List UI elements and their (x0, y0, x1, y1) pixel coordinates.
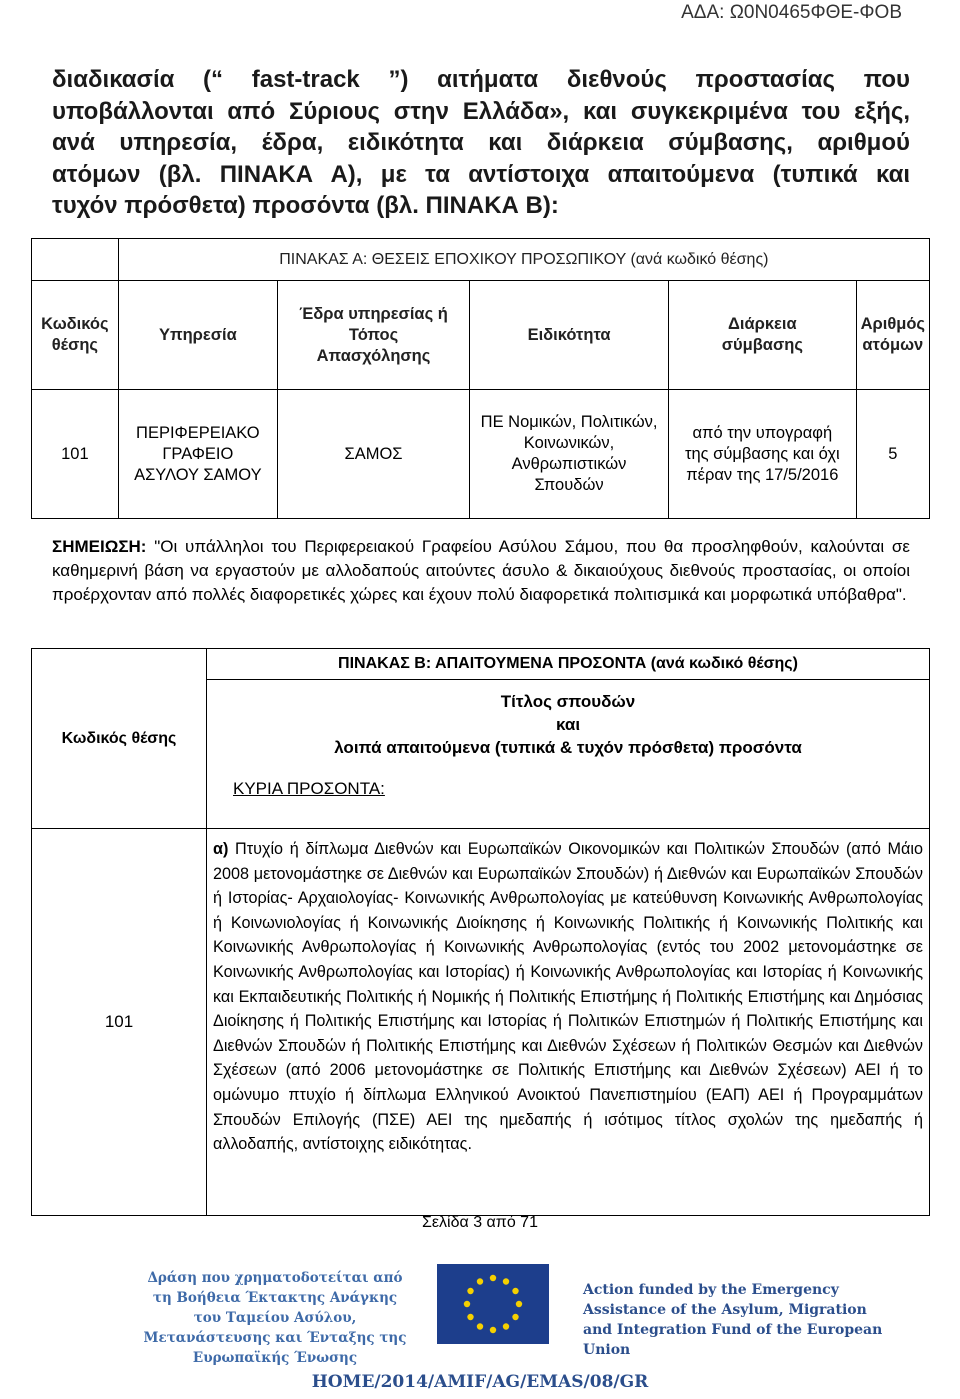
header-title (207, 680, 930, 829)
table-row (32, 829, 930, 1216)
page-number: Σελίδα 3 από 71 (422, 1214, 538, 1231)
footer-text-greek: Δράση που χρηματοδοτείται από τη Βοήθεια Έκτακτης Ανάγκης του Ταμείου Ασύλου, Μετανάστευσης και Ένταξης της Ευρωπαϊκής Ένωσης (143, 1270, 407, 1366)
intro-line: ατόμων (βλ. ΠΙΝΑΚΑ Α), με τα αντίστοιχα απαιτούμενα (τυπικά και (52, 160, 910, 188)
header-title-line: λοιπά απαιτούμενα (τυπικά & τυχόν πρόσθετα) προσόντα (334, 738, 802, 757)
table-row (32, 390, 930, 519)
item-text: Πτυχίο ή δίπλωμα Διεθνών και Ευρωπαϊκών Οικονομικών και Πολιτικών Σπουδών (από Μάιο 2008 μετονομάστηκε σε Διεθνών και Ευρωπαϊκών Σπουδών) ή Διεθνών και Ευρωπαϊκών Σπουδών ή Ιστορίας- Αρχαιολογίας- Κοινωνικής Ανθρωπολογίας με κατεύθυνση Κοινωνικής Ανθρωπολογίας ή Κοινωνιολογίας ή Κοινωνικής Διοίκησης ή Κοινωνικής Πολιτικής ή Κοινωνικής Πολιτικής και Κοινωνικής Ανθρωπολογίας ή Κοινωνικής Ανθρωπολογίας (εντός του 2002 μετονομάστηκε σε Κοινωνικής Ανθρωπολογίας και Ιστορίας) ή Κοινωνικής Ανθρωπολογίας και Ιστορίας ή Κοινωνικής και Εκπαιδευτικής Πολιτικής ή Νομικής ή Πολιτικής Επιστήμης ή Πολιτικής Επιστήμης και Δημόσιας Διοίκησης ή Πολιτικής Επιστήμης και Ιστορίας ή Πολιτικών Επιστημών ή Πολιτικής Επιστήμης και Διεθνών Σπουδών ή Πολιτικής Επιστήμης και Διεθνών Σχέσεων ή Πολιτικών Θεσμών και Διεθνών Σχέσεων (από 2006 μετονομάστηκε σε Πολιτικής Επιστήμης και Διεθνών Σχέσεων) ΑΕΙ ή το ομώνυμο πτυχίο ή δίπλωμα Ελληνικού Ανοικτού Πανεπιστημίου (ΕΑΠ) ΑΕΙ ή Προγραμμάτων Σπουδών Επιλογής (ΠΣΕ) ΑΕΙ της ημεδαπής ή ισότιμος τίτλος σχολών της ημεδαπής ή αλλοδαπής, αντίστοιχης ειδικότητας. (213, 840, 923, 1154)
header-duration: Διάρκεια σύμβασης (669, 281, 857, 390)
footer-project-code: HOME/2014/AMIF/AG/EMAS/08/GR (311, 1372, 649, 1392)
cell-count: 5 (856, 390, 929, 519)
cell-seat: ΣΑΜΟΣ (277, 390, 469, 519)
table-b-caption: ΠΙΝΑΚΑΣ Β: ΑΠΑΙΤΟΥΜΕΝΑ ΠΡΟΣΟΝΤΑ (ανά κωδικό θέσης) (207, 649, 930, 680)
intro-paragraph (52, 64, 910, 222)
table-a-positions (31, 238, 930, 519)
header-service: Υπηρεσία (118, 281, 277, 390)
cell-service: ΠΕΡΙΦΕΡΕΙΑΚΟ ΓΡΑΦΕΙΟ ΑΣΥΛΟΥ ΣΑΜΟΥ (118, 390, 277, 519)
main-qualifications-label: ΚΥΡΙΑ ΠΡΟΣΟΝΤΑ: (233, 779, 385, 798)
eu-flag-icon (437, 1264, 549, 1344)
note-text: "Οι υπάλληλοι του Περιφερειακού Γραφείου Ασύλου Σάμου, που θα προσληφθούν, καλούνται σε καθημερινή βάση να εργαστούν με αλλοδαπούς αιτούντες άσυλο & δικαιούχους διεθνούς προστασίας, οι οποίοι προέρχονταν από πολλές διαφορετικές χώρες και έχουν πολύ διαφορετικά πολιτισμικά και μορφωτικά υπόβαθρα". (52, 537, 910, 604)
footer-text-english: Action funded by the Emergency Assistance of the Asylum, Migration and Integration Fund of the European Union (583, 1282, 883, 1358)
cell-specialty: ΠΕ Νομικών, Πολιτικών, Κοινωνικών, Ανθρωπιστικών Σπουδών (470, 390, 669, 519)
note-paragraph (52, 535, 910, 607)
intro-line: ανά υπηρεσία, έδρα, ειδικότητα και διάρκεια σύμβασης, αριθμού (52, 129, 910, 156)
table-b-qualifications (31, 648, 930, 1216)
intro-line: τυχόν πρόσθετα) προσόντα (βλ. ΠΙΝΑΚΑ Β): (52, 192, 559, 219)
item-label: α) (213, 840, 229, 858)
cell-qualifications (207, 829, 930, 1216)
ada-code: ΑΔΑ: Ω0Ν0465ΦΘΕ-ΦΟΒ (681, 2, 902, 23)
header-specialty: Ειδικότητα (470, 281, 669, 390)
cell-code: 101 (32, 390, 119, 519)
header-code: Κωδικός θέσης (32, 281, 119, 390)
intro-line: διαδικασία (“ fast-track ”) αιτήματα διεθνούς προστασίας που (52, 66, 910, 93)
intro-line: υποβάλλονται από Σύριους στην Ελλάδα», και συγκεκριμένα του εξής, (52, 97, 910, 125)
note-label: ΣΗΜΕΙΩΣΗ: (52, 537, 147, 556)
header-title-line: Τίτλος σπουδών (500, 692, 636, 711)
header-code: Κωδικός θέσης (32, 649, 207, 829)
header-count: Αριθμός ατόμων (856, 281, 929, 390)
table-a-caption: ΠΙΝΑΚΑΣ Α: ΘΕΣΕΙΣ ΕΠΟΧΙΚΟΥ ΠΡΟΣΩΠΙΚΟΥ (ανά κωδικό θέσης) (118, 239, 929, 281)
cell-duration: από την υπογραφή της σύμβασης και όχι πέραν της 17/5/2016 (669, 390, 857, 519)
cell-code: 101 (32, 829, 207, 1216)
header-seat: Έδρα υπηρεσίας ή Τόπος Απασχόλησης (277, 281, 469, 390)
header-title-line: και (555, 715, 581, 734)
table-a-header-row (32, 281, 930, 390)
